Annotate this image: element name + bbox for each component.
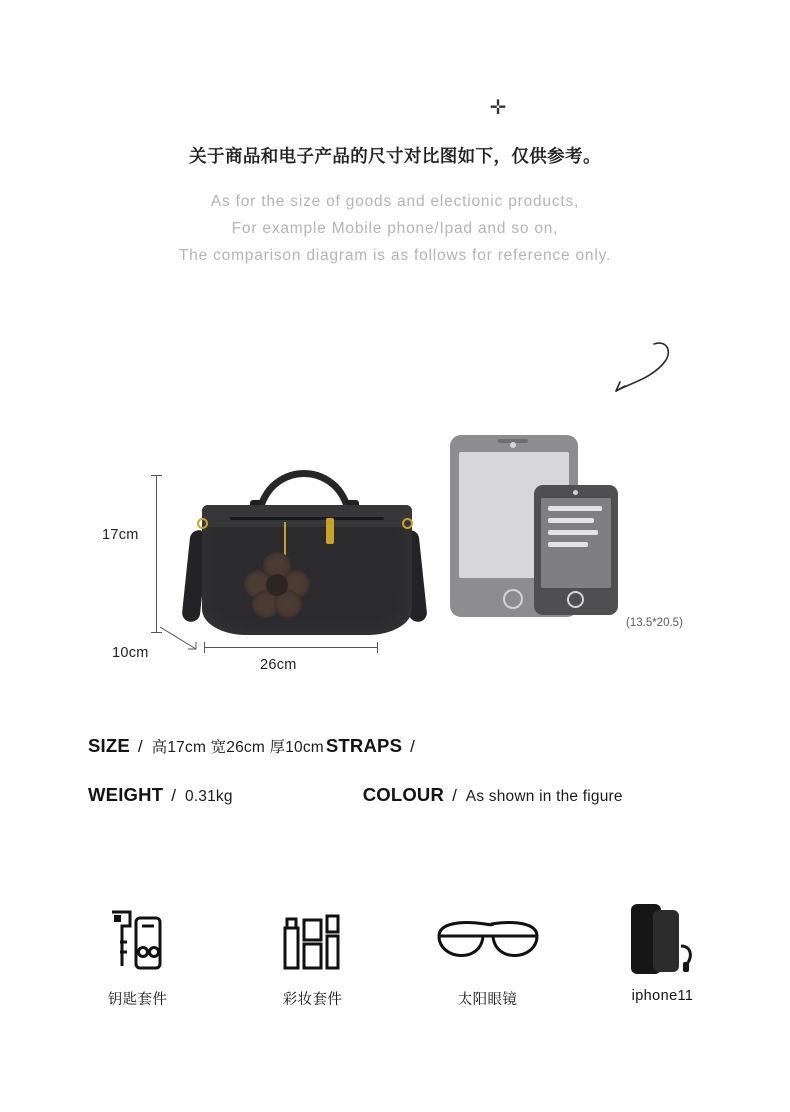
comparison-diagram — [102, 375, 700, 685]
accessory-iphone-label: iphone11 — [631, 988, 694, 1004]
bag-ring-right — [402, 518, 413, 529]
accessory-cosmetics-label: 彩妆套件 — [282, 992, 343, 1008]
spec-colour-key: COLOUR — [362, 784, 445, 805]
subtitle-line-3: The comparison diagram is as follows for reference only. — [178, 247, 612, 264]
spec-colour — [363, 784, 623, 806]
accessory-keychain-label: 钥匙套件 — [107, 992, 168, 1008]
subtitle-line-2: For example Mobile phone/Ipad and so on, — [231, 220, 559, 237]
spec-row-size — [88, 735, 728, 757]
smartphone-illustration — [534, 485, 618, 615]
width-dimension-line — [204, 647, 378, 648]
device-size-label: (13.5*20.5) — [626, 617, 683, 629]
spec-size-slash: / — [137, 737, 143, 756]
flower-charm-cord — [284, 522, 286, 556]
keychain-icon — [102, 900, 174, 980]
spec-straps-key: STRAPS — [325, 735, 403, 756]
spec-colour-value: As shown in the figure — [465, 788, 623, 805]
phone-home-button — [567, 591, 584, 608]
accessory-iphone — [575, 900, 750, 1030]
height-label: 17cm — [102, 527, 139, 543]
page-title: 关于商品和电子产品的尺寸对比图如下，仅供参考。 — [189, 146, 601, 166]
height-dimension-line — [156, 475, 157, 633]
cosmetics-icon — [277, 900, 349, 980]
accessory-cosmetics — [225, 900, 400, 1030]
tablet-home-button — [503, 589, 523, 609]
accessory-sunglasses-label: 太阳眼镜 — [457, 992, 518, 1008]
plus-icon: ✛ — [489, 97, 507, 119]
device-comparison — [450, 435, 700, 635]
spec-colour-slash: / — [452, 786, 457, 805]
bag-zipper-pull — [326, 518, 334, 544]
depth-label: 10cm — [112, 645, 149, 661]
handbag-illustration — [170, 470, 440, 635]
sunglasses-icon — [433, 900, 543, 980]
spec-size — [88, 735, 324, 757]
spec-straps-slash: / — [410, 737, 415, 756]
bag-zipper — [230, 517, 384, 520]
spec-straps — [326, 735, 424, 757]
accessory-capacity-row — [50, 900, 750, 1030]
spec-row-weight — [88, 784, 728, 806]
subtitle-line-1: As for the size of goods and electionic products, — [210, 193, 580, 210]
spec-weight-slash: / — [171, 786, 176, 805]
iphone-icon — [623, 900, 703, 980]
accessory-sunglasses — [400, 900, 575, 1030]
spec-size-value: 高17cm 宽26cm 厚10cm — [151, 739, 324, 756]
accessory-keychain — [50, 900, 225, 1030]
page-subtitle — [0, 188, 790, 269]
spec-weight — [88, 784, 233, 806]
spec-weight-key: WEIGHT — [88, 784, 164, 805]
spec-weight-value: 0.31kg — [184, 788, 233, 805]
phone-screen — [541, 498, 611, 588]
flower-charm — [244, 552, 310, 618]
spec-size-key: SIZE — [88, 735, 130, 756]
width-label: 26cm — [260, 657, 297, 673]
bag-ring-left — [197, 518, 208, 529]
